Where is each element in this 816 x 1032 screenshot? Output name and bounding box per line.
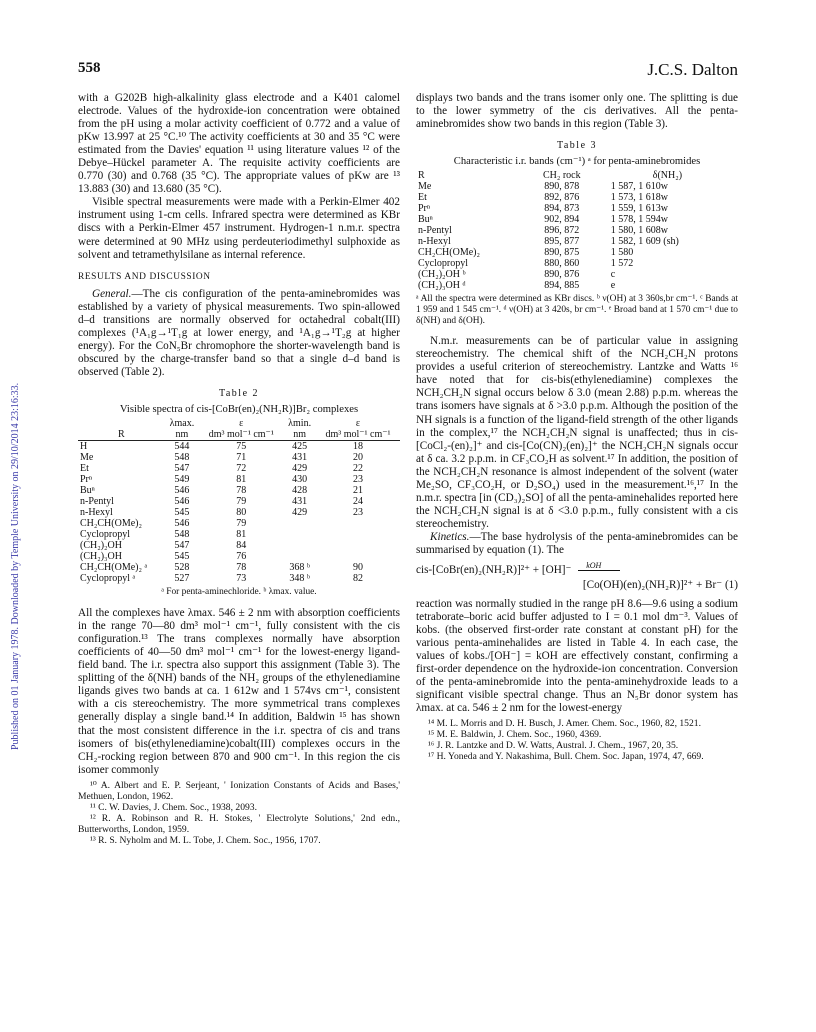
journal-name: J.C.S. Dalton xyxy=(647,60,738,79)
column-header: dm³ mol⁻¹ cm⁻¹ xyxy=(325,429,391,441)
paragraph: displays two bands and the trans isomer only one. The splitting is due to the lower symmetry of the cis derivatives. All the penta-aminebromides show two bands in this region (Table 3). xyxy=(416,92,738,131)
column-header: dm³ mol⁻¹ cm⁻¹ xyxy=(208,429,274,441)
table-cell: 548 xyxy=(174,529,190,541)
table-cell: CH₂CH(OMe)₂ ᵃ xyxy=(80,562,148,574)
table-cell: (CH₂)₃OH xyxy=(80,551,122,563)
table-cell: 431 xyxy=(292,452,308,464)
table-row xyxy=(416,225,738,236)
table-cell: 425 xyxy=(292,441,308,453)
table-title: Visible spectra of cis-[CoBr(en)₂(NH₂R)]Br₂ complexes xyxy=(119,404,359,416)
equation-reactants: cis-[CoBr(en)₂(NH₂R)]²⁺ + [OH]⁻ xyxy=(416,564,572,577)
table-cell: 1 587, 1 610w xyxy=(610,181,669,193)
left-column xyxy=(78,92,400,846)
table-cell: n-Pentyl xyxy=(418,225,452,237)
column-header: λmin. xyxy=(288,418,312,430)
rate-constant-label: kOH xyxy=(586,560,602,570)
reference-item: ¹⁴ M. L. Morris and D. H. Busch, J. Amer. Chem. Soc., 1960, 82, 1521. xyxy=(428,718,701,730)
table-row xyxy=(78,518,400,529)
table-visible-spectra xyxy=(78,418,400,584)
table-caption: Table 3 xyxy=(556,140,598,152)
table-cell: 1 572 xyxy=(610,258,634,270)
table-cell: 79 xyxy=(236,496,247,508)
table-title: Characteristic i.r. bands (cm⁻¹) ᵃ for penta-aminebromides xyxy=(453,156,701,168)
table-cell xyxy=(316,529,400,540)
paragraph: All the complexes have λmax. 546 ± 2 nm with absorption coefficients in the range 70—80 dm³ mol⁻¹ cm⁻¹, fully consistent with the cis configuration.¹³ The trans complexes normally have absorption coefficients of 40—50 dm³ mol⁻¹ cm⁻¹ for the lowest-energy ligand-field band. The i.r. spectra also support this assignment (Table 3). The splitting of the δ(NH) bands of the NH₂ groups of the ethylenediamine ligands gives two bands at ca. 1 612w and 1 574vs cm⁻¹, consistent with a cis stereochemistry. The more symmetrical trans complexes generally display a single band.¹⁴ In addition, Baldwin ¹⁵ has shown that the most consistent difference in the i.r. spectra of cis and trans isomers of bis(ethylenediamine)cobalt(III) complexes occurs in the CH₂-rocking region between 870 and 900 cm⁻¹. In this region the cis isomer commonly xyxy=(78,607,400,776)
paragraph: N.m.r. measurements can be of particular value in assigning stereochemistry. The chemical shift of the NCH₂CH₂N protons provides a useful criterion of stereochemistry. Lantzke and Watts ¹⁶ have noted that for cis-bis(ethylenediamine) complexes the NCH₂CH₂N signal occurs below δ 3.0 (mean 2.88) p.p.m. whereas the trans isomers have signals at δ >3.0 p.p.m. Although the position of the NH signals is a function of the ligand-field strength of the other ligands in the complex,¹⁷ the NCH₂CH₂N signal is unaffected; thus in cis-[CoCl₂-(en)₂]⁺ and cis-[Co(CN)₂(en)₂]⁺ the NCH₂CH₂N signals occur at δ ca. 3.2 p.p.m. in CF₃CO₂H as solvent.¹⁷ In addition, the position of the NCH₂CH₂N resonance is almost independent of the solvent (water Me₂SO, CF₃CO₂H, or D₂SO₄) used in the measurement.¹⁶,¹⁷ In the n.m.r. spectra [in (CD₃)₂SO] of all the penta-aminehalides reported here the NCH₂CH₂N signal is at δ <3.0 p.p.m., fully consistent with a cis stereochemistry. xyxy=(416,335,738,530)
column-header: R xyxy=(117,429,125,441)
table-cell: (CH₂)₂OH xyxy=(80,540,122,552)
table-row xyxy=(416,269,738,280)
column-header: λmax. xyxy=(169,418,195,430)
table-cell: Cyclopropyl ᵃ xyxy=(80,573,136,585)
table-row xyxy=(78,540,400,551)
table-cell: 71 xyxy=(236,452,247,464)
table-footnote: ᵃ For penta-aminechloride. ᵇ λmax. value. xyxy=(161,587,317,598)
table-cell: c xyxy=(610,269,616,281)
table-cell: 24 xyxy=(352,496,363,508)
table-row xyxy=(416,214,738,225)
table-ir-bands xyxy=(416,170,738,291)
column-header xyxy=(78,418,165,429)
table-cell: Me xyxy=(418,181,432,193)
table-cell: 546 xyxy=(174,518,190,530)
table-cell: Buⁿ xyxy=(80,485,95,497)
reference-item: ¹⁰ A. Albert and E. P. Serjeant, ' Ionization Constants of Acids and Bases,' Methuen, London, 1962. xyxy=(78,779,400,802)
table-row xyxy=(416,192,738,203)
column-header: nm xyxy=(175,429,189,441)
column-header: ε xyxy=(239,418,244,430)
column-header: CH₂ rock xyxy=(542,170,581,182)
table-cell: 546 xyxy=(174,496,190,508)
paragraph-body: —The cis configuration of the penta-aminebromides was established by a variety of physical measurements. Two spin-allowed d–d transitions are normally observed for octahedral cobalt(III) complexes (¹A₁g→¹T₁g at lower energy, and ¹A₁g→¹T₂g at higher energy). For the CoN₅Br chromophore the shorter-wavelength band is obscured by the charge-transfer band so that a single d–d band is observed (Table 2). xyxy=(78,287,400,378)
table-cell xyxy=(283,529,316,540)
column-header: R xyxy=(418,170,425,182)
table-head-row xyxy=(78,429,400,441)
table-cell: 549 xyxy=(174,474,190,486)
table-cell: 545 xyxy=(174,507,190,519)
column-header: δ(NH₂) xyxy=(652,170,683,182)
reaction-arrow xyxy=(578,560,620,571)
table-row xyxy=(78,573,400,584)
paragraph-lead: General. xyxy=(92,287,132,300)
table-cell: 76 xyxy=(236,551,247,563)
table-cell: CH₂CH(OMe)₂ xyxy=(80,518,142,530)
table-row xyxy=(78,496,400,507)
table-cell: 547 xyxy=(174,540,190,552)
page-number: 558 xyxy=(78,60,101,76)
table-cell: Et xyxy=(418,192,427,204)
table-cell xyxy=(283,551,316,562)
table-cell: 547 xyxy=(174,463,190,475)
table-cell: 80 xyxy=(236,507,247,519)
table-head-row xyxy=(416,170,738,181)
section-heading: RESULTS AND DISCUSSION xyxy=(78,271,211,282)
table-cell: 894, 885 xyxy=(544,280,580,292)
page-header xyxy=(78,60,738,82)
table-cell: 75 xyxy=(236,441,247,453)
paragraph: reaction was normally studied in the range pH 8.6—9.6 using a sodium tetraborate–boric acid buffer adjusted to I = 0.1 mol dm⁻³. Values of kobs. (the observed first-order rate constant at constant pH) for the various penta-aminehalides are listed in Table 4. In each case, the values of kobs./[OH⁻] = kOH are effectively constant, confirming a first-order dependence on the hydroxide-ion concentration. Conversion of the penta-aminebromide into the penta-aminehydroxide leads to a significant visible spectral change. Thus an N₅Br donor system has λmax. at ca. 546 ± 2 nm for the lowest-energy xyxy=(416,598,738,715)
table-cell: Buⁿ xyxy=(418,214,433,226)
table-cell: 72 xyxy=(236,463,247,475)
table-cell: 896, 872 xyxy=(544,225,580,237)
references xyxy=(78,780,400,846)
paragraph xyxy=(416,531,738,557)
table-row xyxy=(416,236,738,247)
table-cell: 20 xyxy=(352,452,363,464)
table-cell xyxy=(316,540,400,551)
table-cell: 21 xyxy=(352,485,363,497)
table-cell: 1 580, 1 608w xyxy=(610,225,669,237)
table-cell: 73 xyxy=(236,573,247,585)
table-cell: 1 578, 1 594w xyxy=(610,214,669,226)
table-row xyxy=(78,485,400,496)
table-cell: 890, 878 xyxy=(544,181,580,193)
download-note-text[interactable]: Published on 01 January 1978. Downloaded by Temple University on 29/10/2014 23:16:33. xyxy=(10,382,21,750)
table-row xyxy=(78,507,400,518)
reference-item: ¹⁷ H. Yoneda and Y. Nakashima, Bull. Chem. Soc. Japan, 1974, 47, 669. xyxy=(428,751,704,763)
table-cell: 81 xyxy=(236,474,247,486)
table-cell: 431 xyxy=(292,496,308,508)
table-cell: 348 ᵇ xyxy=(289,573,310,585)
table-cell: 546 xyxy=(174,485,190,497)
table-cell: 880, 860 xyxy=(544,258,580,270)
table-cell: 1 582, 1 609 (sh) xyxy=(610,236,679,248)
table-cell: 84 xyxy=(236,540,247,552)
table-cell: n-Pentyl xyxy=(80,496,114,508)
table-cell: Et xyxy=(80,463,89,475)
reference-item: ¹³ R. S. Nyholm and M. L. Tobe, J. Chem. Soc., 1956, 1707. xyxy=(90,834,321,846)
equation-products: [Co(OH)(en)₂(NH₂R)]²⁺ + Br⁻ (1) xyxy=(582,579,738,592)
paragraph-lead: Kinetics. xyxy=(430,530,470,543)
table-cell: (CH₂)₂OH ᵇ xyxy=(418,269,466,281)
references xyxy=(416,718,738,762)
table-cell: 892, 876 xyxy=(544,192,580,204)
table-cell: (CH₂)₃OH ᵈ xyxy=(418,280,466,292)
table-cell xyxy=(283,518,316,529)
table-cell: 528 xyxy=(174,562,190,574)
table-row xyxy=(416,258,738,269)
table-cell: 78 xyxy=(236,485,247,497)
table-cell: 527 xyxy=(174,573,190,585)
table-row xyxy=(78,551,400,562)
reference-item: ¹² R. A. Robinson and R. H. Stokes, ' Electrolyte Solutions,' 2nd edn., Butterworths, London, 1959. xyxy=(78,812,400,835)
table-cell: Me xyxy=(80,452,94,464)
table-cell: 895, 877 xyxy=(544,236,580,248)
table-cell: 902, 894 xyxy=(544,214,580,226)
table-cell: 548 xyxy=(174,452,190,464)
table-cell xyxy=(316,518,400,529)
table-cell: 430 xyxy=(292,474,308,486)
table-cell: 429 xyxy=(292,507,308,519)
table-row xyxy=(78,562,400,573)
table-cell: Cyclopropyl xyxy=(418,258,468,270)
table-cell: 23 xyxy=(352,474,363,486)
table-cell: 429 xyxy=(292,463,308,475)
table-cell: 890, 875 xyxy=(544,247,580,259)
reference-item: ¹⁵ M. E. Baldwin, J. Chem. Soc., 1960, 4369. xyxy=(428,729,602,741)
table-row xyxy=(78,452,400,463)
paragraph: Visible spectral measurements were made with a Perkin-Elmer 402 instrument using 1-cm cells. Infrared spectra were determined as KBr discs with a Perkin-Elmer 457 instrument. Hydrogen-1 n.m.r. spectra were determined at 90 MHz using perdeuteriodimethyl sulphoxide as solvent and tetramethylsilane as internal reference. xyxy=(78,196,400,261)
table-cell: 368 ᵇ xyxy=(289,562,310,574)
table-row xyxy=(416,181,738,192)
column-header: ε xyxy=(355,418,361,430)
table-footnote: ᵃ All the spectra were determined as KBr discs. ᵇ ν(OH) at 3 360s,br cm⁻¹. ᶜ Bands at 1 959 and 1 545 cm⁻¹. ᵈ ν(OH) at 3 420s, br cm⁻¹. ᵉ Broad band at 1 570 cm⁻¹ due to δ(NH) and δ(OH). xyxy=(416,294,738,327)
table-row xyxy=(78,441,400,453)
table-cell: CH₂CH(OMe)₂ xyxy=(418,247,480,259)
table-cell: 894, 873 xyxy=(544,203,580,215)
table-cell: Cyclopropyl xyxy=(80,529,130,541)
table-cell: 1 559, 1 613w xyxy=(610,203,669,215)
table-head-row xyxy=(78,418,400,429)
table-cell: 78 xyxy=(236,562,247,574)
table-caption: Table 2 xyxy=(218,387,260,399)
paragraph-body: —The base hydrolysis of the penta-aminebromides can be summarised by equation (1). The xyxy=(416,530,738,556)
right-column xyxy=(416,92,738,762)
table-cell: Prⁿ xyxy=(418,203,431,215)
table-row xyxy=(78,529,400,540)
table-cell: H xyxy=(80,441,88,453)
table-cell: 544 xyxy=(174,441,190,453)
table-row xyxy=(416,203,738,214)
paragraph: with a G202B high-alkalinity glass electrode and a K401 calomel electrode. Values of the hydroxide-ion concentration were obtained from the pH using a molar activity coefficient of 0.772 and a value of pKw 13.997 at 25 °C.¹⁰ The activity coefficients at 30 and 35 °C were estimated from the Davies' equation ¹¹ using literature values ¹² of the Debye–Hückel parameter A. The requisite activity coefficients are 0.770 (30) and 0.768 (35 °C). The appropriate values of pKw are ¹³ 13.883 (30) and 13.680 (35 °C). xyxy=(78,92,400,196)
table-cell: 890, 876 xyxy=(544,269,580,281)
table-cell: 23 xyxy=(352,507,363,519)
table-cell: e xyxy=(610,280,616,292)
equation-1 xyxy=(416,560,738,592)
table-cell: 22 xyxy=(352,463,363,475)
reference-item: ¹¹ C. W. Davies, J. Chem. Soc., 1938, 2093. xyxy=(90,801,257,813)
table-cell: 81 xyxy=(236,529,247,541)
table-cell: 1 573, 1 618w xyxy=(610,192,669,204)
table-cell xyxy=(283,540,316,551)
table-cell: 428 xyxy=(292,485,308,497)
table-cell: n-Hexyl xyxy=(80,507,113,519)
table-row xyxy=(416,280,738,291)
table-cell: Prⁿ xyxy=(80,474,93,486)
paragraph xyxy=(78,288,400,379)
table-row xyxy=(78,474,400,485)
table-cell: 79 xyxy=(236,518,247,530)
table-cell xyxy=(316,551,400,562)
table-cell: 82 xyxy=(352,573,363,585)
table-row xyxy=(78,463,400,474)
table-cell: 1 580 xyxy=(610,247,634,259)
table-row xyxy=(416,247,738,258)
table-cell: n-Hexyl xyxy=(418,236,451,248)
table-cell: 18 xyxy=(352,441,363,453)
table-cell: 545 xyxy=(174,551,190,563)
table-cell: 90 xyxy=(352,562,363,574)
column-header: nm xyxy=(293,429,307,441)
reference-item: ¹⁶ J. R. Lantzke and D. W. Watts, Austral. J. Chem., 1967, 20, 35. xyxy=(428,740,679,752)
download-watermark xyxy=(6,150,24,750)
